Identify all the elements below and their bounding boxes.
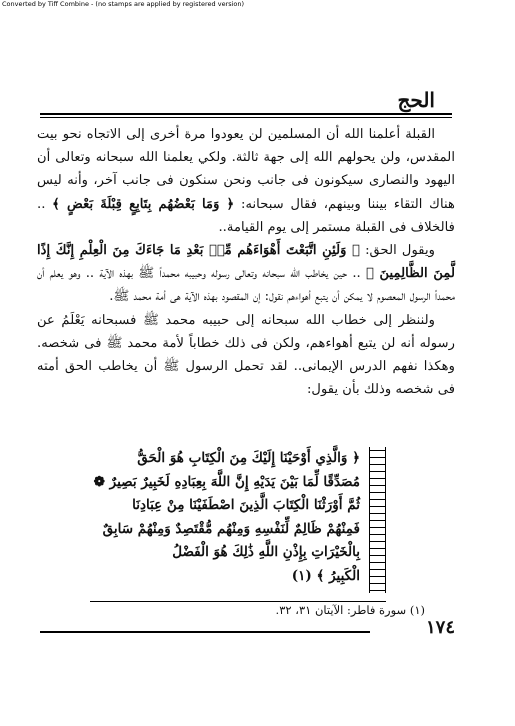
verse-line: بِالْخَيْرَاتِ بِإِذْنِ اللَّهِ ذَٰلِكَ هُوَ الْفَضْلُ (172, 544, 360, 560)
verse-lines (90, 447, 360, 588)
verse-block (90, 447, 386, 593)
verse-line: الْكَبِيرُ ﴾ (١) (291, 567, 360, 584)
verse-line: ﴿ وَالَّذِي أَوْحَيْنَا إِلَيْكَ مِنَ الْكِتَابِ هُوَ الْحَقُّ (137, 450, 360, 466)
verse-line: مُصَدِّقًا لِّمَا بَيْنَ يَدَيْهِ إِنَّ اللَّهَ بِعِبَادِهِ لَخَبِيرٌ بَصِيرٌ ❁ (93, 473, 360, 490)
quran-quote-1: ﴿ وَمَا بَعْضُهُم بِتَابِعٍ قِبْلَةَ بَعْضٍ ﴾ (52, 196, 235, 212)
header-rule (40, 113, 452, 115)
ornamental-border (369, 447, 386, 593)
paragraph-3-text: ولننظر إلى خطاب الله سبحانه إلى حبيبه محمد ﷺ فسبحانه يَعْلَمُ عن رسوله أنه لن يتبع أهواءهم، ولكن فى ذلك خطاباً لأمة محمد ﷺ فى شخصه. وهكذا نفهم الدرس الإيمانى.. لقد تحمل الرسول ﷺ أن يخاطب الحق أمته فى شخصه وذلك بأن يقول: (37, 312, 455, 398)
paragraph-1-end: .. فالخلاف فى القبلة مستمر إلى يوم القيامة.. (37, 196, 455, 235)
quran-quote-2: ﴿ وَلَئِنِ اتَّبَعْتَ أَهْوَاءَهُم مِّنۢ بَعْدِ مَا جَاءَكَ مِنَ الْعِلْمِ إِنَّكَ إِذًا لَّمِنَ الظَّالِمِينَ ﴾ (37, 243, 455, 282)
footnote-rule (90, 601, 386, 602)
header-rule-thin (40, 117, 452, 118)
paragraph-1 (37, 123, 455, 239)
page-header-title: الحج (397, 88, 435, 112)
converter-notice: Converted by Tiff Combine - (no stamps are applied by registered version) (2, 0, 245, 8)
footer-rule (40, 631, 370, 633)
verse-line: ثُمَّ أَوْرَثْنَا الْكِتَابَ الَّذِينَ اصْطَفَيْنَا مِنْ عِبَادِنَا (132, 497, 360, 513)
paragraph-3 (37, 309, 455, 402)
page-number: ١٧٤ (425, 617, 455, 638)
paragraph-2-rest: .. حين يخاطب الله سبحانه وتعالى رسوله وحبيبه محمداً ﷺ بهذه الآية .. وهو يعلم أن محمداً الرسول المعصوم لا يمكن أن يتبع أهواءهم نقول: إن المقصود بهذه الآية هى أمة محمد ﷺ. (37, 266, 455, 305)
body-text (37, 123, 455, 401)
footnote: (١) سورة فاطر: الآيتان ٣١، ٣٢. (275, 603, 425, 617)
paragraph-1-text: القبلة أعلمنا الله أن المسلمين لن يعودوا مرة أخرى إلى الاتجاه نحو بيت المقدس، ولن يحولهم الله إلى جهة ثالثة. ولكي يعلمنا الله سبحانه وتعالى أن اليهود والنصارى سيكونون فى جانب ونحن سنكون فى جانب آخر، وأنه ليس هناك التقاء بيننا وبينهم، فقال سبحانه: (37, 127, 455, 212)
verse-line: فَمِنْهُمْ ظَالِمٌ لِّنَفْسِهِ وَمِنْهُم مُّقْتَصِدٌ وَمِنْهُمْ سَابِقٌ (102, 520, 360, 537)
paragraph-2 (37, 239, 455, 309)
paragraph-2-intro: ويقول الحق: (365, 243, 435, 259)
